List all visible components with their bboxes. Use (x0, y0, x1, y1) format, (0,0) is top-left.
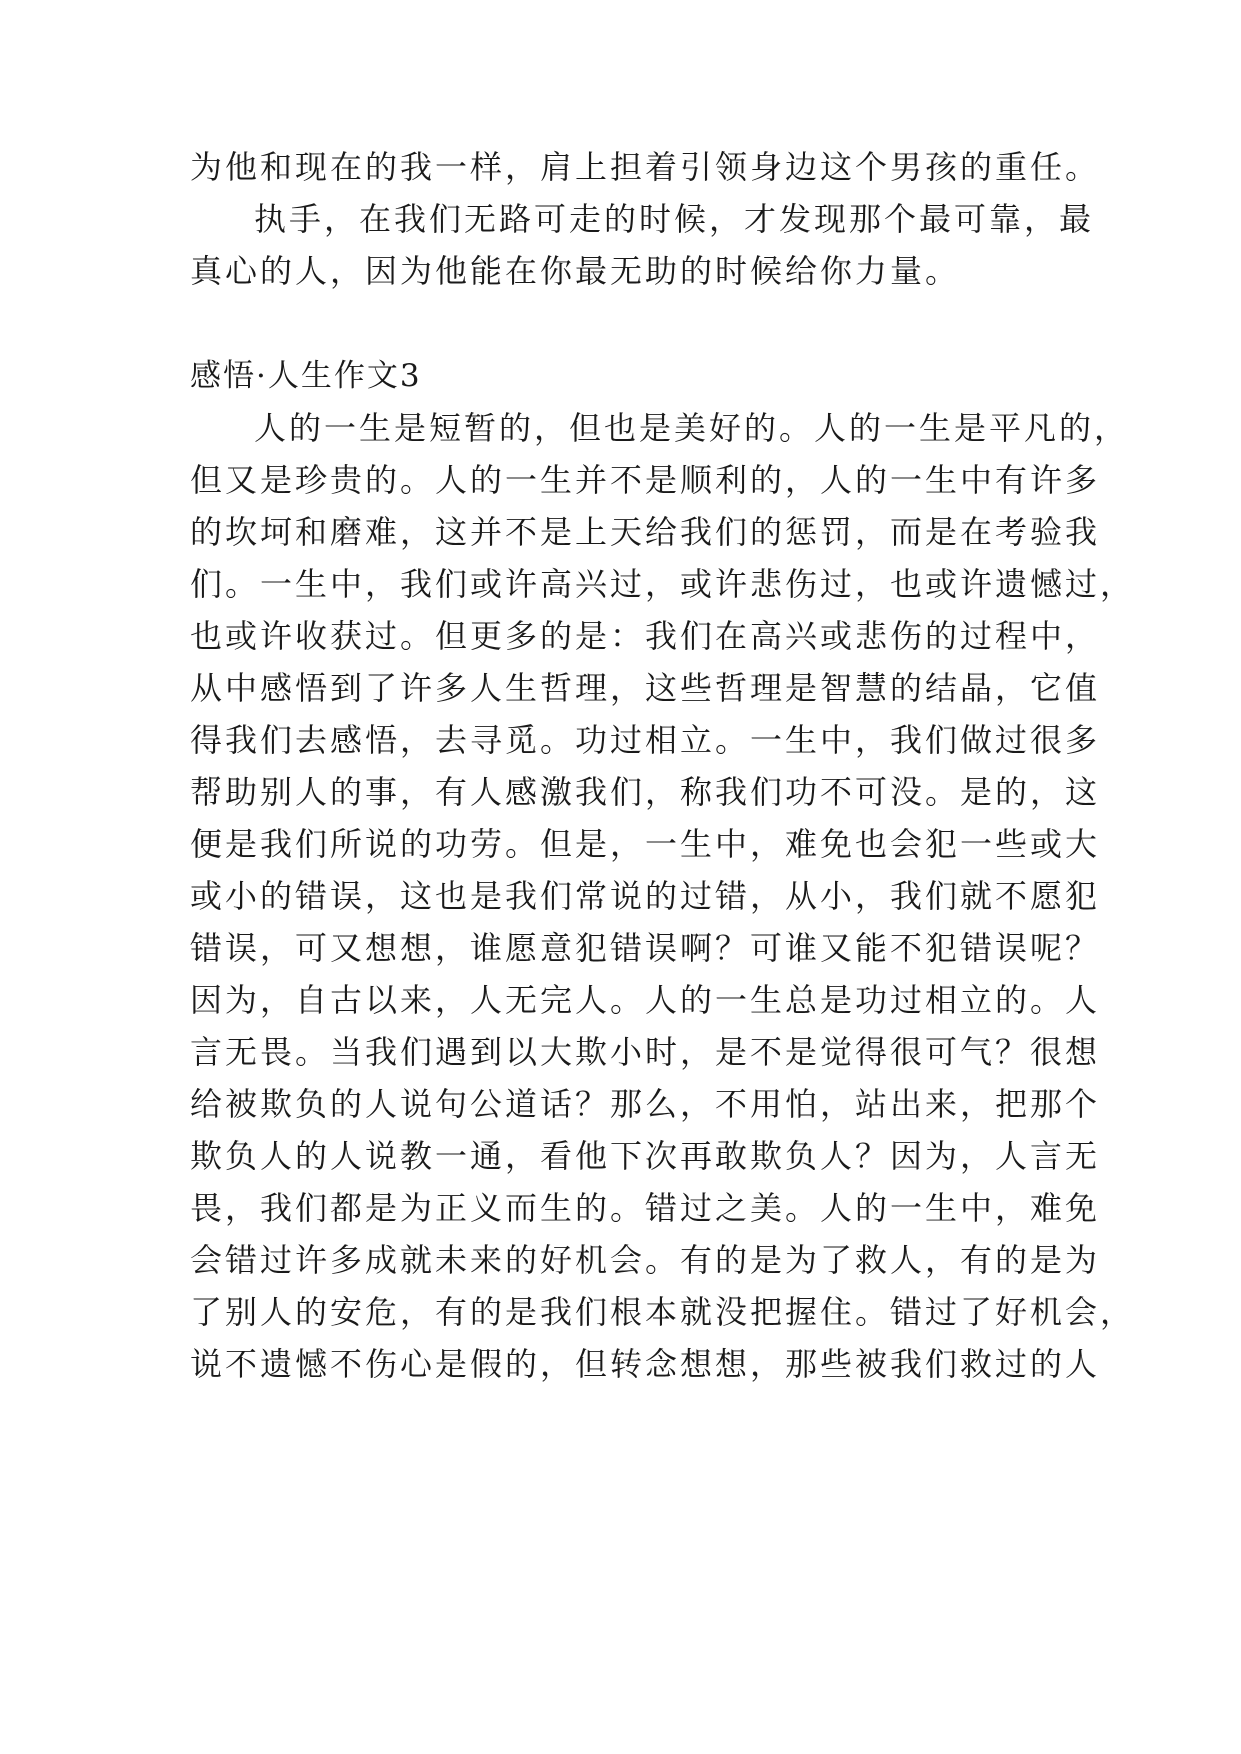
paragraph-line: 的坎坷和磨难，这并不是上天给我们的惩罚，而是在考验我 (190, 513, 1101, 551)
paragraph-line: 会错过许多成就未来的好机会。有的是为了救人，有的是为 (190, 1241, 1101, 1279)
paragraph-line: 帮助别人的事，有人感激我们，称我们功不可没。是的，这 (190, 773, 1101, 811)
paragraph-line: 欺负人的人说教一通，看他下次再敢欺负人？因为，人言无 (190, 1137, 1101, 1175)
paragraph-line: 或小的错误，这也是我们常说的过错，从小，我们就不愿犯 (190, 877, 1101, 915)
paragraph-line: 便是我们所说的功劳。但是，一生中，难免也会犯一些或大 (190, 825, 1101, 863)
paragraph-line: 说不遗憾不伤心是假的，但转念想想，那些被我们救过的人 (190, 1345, 1101, 1383)
paragraph-line: 给被欺负的人说句公道话？那么，不用怕，站出来，把那个 (190, 1085, 1101, 1123)
paragraph-line: 言无畏。当我们遇到以大欺小时，是不是觉得很可气？很想 (190, 1033, 1101, 1071)
paragraph-line: 错误，可又想想，谁愿意犯错误啊？可谁又能不犯错误呢？ (190, 929, 1101, 967)
paragraph-line: 了别人的安危，有的是我们根本就没把握住。错过了好机会， (190, 1293, 1136, 1331)
paragraph-line: 从中感悟到了许多人生哲理，这些哲理是智慧的结晶，它值 (190, 669, 1101, 707)
paragraph-line: 们。一生中，我们或许高兴过，或许悲伤过，也或许遗憾过， (190, 565, 1136, 603)
paragraph-line: 得我们去感悟，去寻觅。功过相立。一生中，我们做过很多 (190, 721, 1101, 759)
paragraph-line: 也或许收获过。但更多的是：我们在高兴或悲伤的过程中， (190, 617, 1101, 655)
paragraph-line: 真心的人，因为他能在你最无助的时候给你力量。 (190, 252, 961, 290)
paragraph-line: 为他和现在的我一样，肩上担着引领身边这个男孩的重任。 (190, 148, 1101, 186)
paragraph-line: 畏，我们都是为正义而生的。错过之美。人的一生中，难免 (190, 1189, 1101, 1227)
paragraph-line: 但又是珍贵的。人的一生并不是顺利的，人的一生中有许多 (190, 461, 1101, 499)
paragraph-line: 执手，在我们无路可走的时候，才发现那个最可靠，最 (254, 200, 1095, 238)
section-heading: 感悟·人生作文3 (190, 358, 422, 394)
paragraph-line: 因为，自古以来，人无完人。人的一生总是功过相立的。人 (190, 981, 1101, 1019)
paragraph-line: 人的一生是短暂的，但也是美好的。人的一生是平凡的， (254, 409, 1130, 447)
